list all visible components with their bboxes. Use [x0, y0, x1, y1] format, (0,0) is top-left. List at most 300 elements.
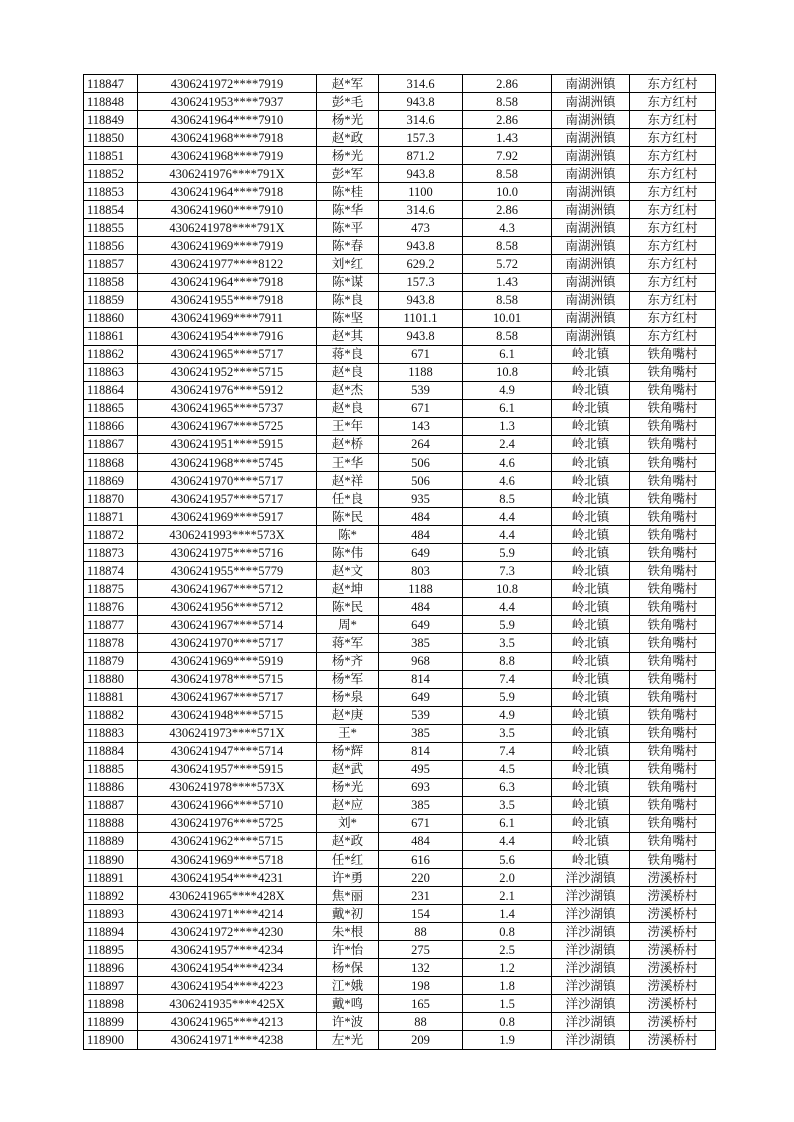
id-number-cell: 4306241965****5737 [138, 399, 317, 417]
table-row [84, 417, 716, 435]
village-cell: 铁角嘴村 [630, 616, 716, 634]
area-cell: 7.3 [463, 562, 552, 580]
table-row [84, 147, 716, 165]
amount-cell: 157.3 [379, 129, 463, 147]
name-cell: 王* [317, 724, 379, 742]
village-cell: 铁角嘴村 [630, 634, 716, 652]
area-cell: 4.4 [463, 598, 552, 616]
name-cell: 戴*初 [317, 905, 379, 923]
town-cell: 南湖洲镇 [552, 75, 630, 93]
id-number-cell: 4306241977****8122 [138, 255, 317, 273]
name-cell: 彭*军 [317, 165, 379, 183]
town-cell: 洋沙湖镇 [552, 905, 630, 923]
name-cell: 杨*辉 [317, 742, 379, 760]
town-cell: 岭北镇 [552, 796, 630, 814]
table-row [84, 327, 716, 345]
town-cell: 岭北镇 [552, 472, 630, 490]
id-number-cell: 4306241957****5915 [138, 760, 317, 778]
town-cell: 岭北镇 [552, 652, 630, 670]
area-cell: 4.6 [463, 472, 552, 490]
area-cell: 7.92 [463, 147, 552, 165]
row-number-cell: 118888 [84, 814, 138, 832]
amount-cell: 629.2 [379, 255, 463, 273]
id-number-cell: 4306241978****573X [138, 778, 317, 796]
name-cell: 赵*军 [317, 75, 379, 93]
id-number-cell: 4306241957****4234 [138, 941, 317, 959]
village-cell: 涝溪桥村 [630, 977, 716, 995]
amount-cell: 814 [379, 670, 463, 688]
village-cell: 涝溪桥村 [630, 923, 716, 941]
village-cell: 铁角嘴村 [630, 832, 716, 850]
id-number-cell: 4306241954****7916 [138, 327, 317, 345]
amount-cell: 385 [379, 634, 463, 652]
area-cell: 10.8 [463, 363, 552, 381]
amount-cell: 154 [379, 905, 463, 923]
name-cell: 赵*政 [317, 832, 379, 850]
table-row [84, 273, 716, 291]
id-number-cell: 4306241947****5714 [138, 742, 317, 760]
village-cell: 东方红村 [630, 165, 716, 183]
name-cell: 赵*祥 [317, 472, 379, 490]
village-cell: 铁角嘴村 [630, 742, 716, 760]
id-number-cell: 4306241967****5712 [138, 580, 317, 598]
amount-cell: 943.8 [379, 165, 463, 183]
village-cell: 涝溪桥村 [630, 941, 716, 959]
id-number-cell: 4306241976****5725 [138, 814, 317, 832]
village-cell: 东方红村 [630, 273, 716, 291]
table-row [84, 345, 716, 363]
village-cell: 东方红村 [630, 75, 716, 93]
row-number-cell: 118878 [84, 634, 138, 652]
area-cell: 0.8 [463, 923, 552, 941]
area-cell: 2.5 [463, 941, 552, 959]
village-cell: 铁角嘴村 [630, 472, 716, 490]
id-number-cell: 4306241969****5917 [138, 508, 317, 526]
area-cell: 4.4 [463, 508, 552, 526]
id-number-cell: 4306241972****4230 [138, 923, 317, 941]
village-cell: 东方红村 [630, 111, 716, 129]
area-cell: 8.58 [463, 237, 552, 255]
area-cell: 2.86 [463, 111, 552, 129]
village-cell: 铁角嘴村 [630, 580, 716, 598]
row-number-cell: 118900 [84, 1031, 138, 1049]
amount-cell: 1100 [379, 183, 463, 201]
name-cell: 赵*应 [317, 796, 379, 814]
area-cell: 1.3 [463, 417, 552, 435]
town-cell: 岭北镇 [552, 562, 630, 580]
amount-cell: 539 [379, 706, 463, 724]
town-cell: 南湖洲镇 [552, 273, 630, 291]
table-row [84, 363, 716, 381]
area-cell: 2.0 [463, 869, 552, 887]
id-number-cell: 4306241964****7910 [138, 111, 317, 129]
table-row [84, 201, 716, 219]
id-number-cell: 4306241975****5716 [138, 544, 317, 562]
id-number-cell: 4306241971****4214 [138, 905, 317, 923]
name-cell: 杨*保 [317, 959, 379, 977]
id-number-cell: 4306241993****573X [138, 526, 317, 544]
id-number-cell: 4306241970****5717 [138, 472, 317, 490]
row-number-cell: 118869 [84, 472, 138, 490]
amount-cell: 275 [379, 941, 463, 959]
row-number-cell: 118890 [84, 851, 138, 869]
amount-cell: 506 [379, 453, 463, 471]
area-cell: 4.4 [463, 832, 552, 850]
name-cell: 杨*光 [317, 778, 379, 796]
village-cell: 涝溪桥村 [630, 995, 716, 1013]
town-cell: 岭北镇 [552, 814, 630, 832]
id-number-cell: 4306241955****7918 [138, 291, 317, 309]
town-cell: 洋沙湖镇 [552, 869, 630, 887]
town-cell: 岭北镇 [552, 399, 630, 417]
amount-cell: 385 [379, 724, 463, 742]
amount-cell: 220 [379, 869, 463, 887]
town-cell: 岭北镇 [552, 580, 630, 598]
name-cell: 刘* [317, 814, 379, 832]
town-cell: 岭北镇 [552, 851, 630, 869]
row-number-cell: 118865 [84, 399, 138, 417]
amount-cell: 803 [379, 562, 463, 580]
town-cell: 岭北镇 [552, 760, 630, 778]
town-cell: 南湖洲镇 [552, 183, 630, 201]
amount-cell: 943.8 [379, 237, 463, 255]
row-number-cell: 118899 [84, 1013, 138, 1031]
area-cell: 1.43 [463, 129, 552, 147]
name-cell: 杨*军 [317, 670, 379, 688]
row-number-cell: 118857 [84, 255, 138, 273]
village-cell: 铁角嘴村 [630, 670, 716, 688]
row-number-cell: 118864 [84, 381, 138, 399]
village-cell: 铁角嘴村 [630, 652, 716, 670]
amount-cell: 871.2 [379, 147, 463, 165]
village-cell: 铁角嘴村 [630, 490, 716, 508]
village-cell: 涝溪桥村 [630, 1013, 716, 1031]
row-number-cell: 118854 [84, 201, 138, 219]
name-cell: 杨*泉 [317, 688, 379, 706]
row-number-cell: 118868 [84, 453, 138, 471]
table-row [84, 977, 716, 995]
town-cell: 岭北镇 [552, 453, 630, 471]
table-row [84, 93, 716, 111]
row-number-cell: 118877 [84, 616, 138, 634]
name-cell: 赵*政 [317, 129, 379, 147]
id-number-cell: 4306241976****791X [138, 165, 317, 183]
town-cell: 岭北镇 [552, 742, 630, 760]
area-cell: 6.1 [463, 814, 552, 832]
amount-cell: 943.8 [379, 327, 463, 345]
area-cell: 8.58 [463, 291, 552, 309]
name-cell: 周* [317, 616, 379, 634]
name-cell: 陈*桂 [317, 183, 379, 201]
town-cell: 南湖洲镇 [552, 309, 630, 327]
name-cell: 陈*伟 [317, 544, 379, 562]
amount-cell: 314.6 [379, 201, 463, 219]
id-number-cell: 4306241969****7919 [138, 237, 317, 255]
amount-cell: 165 [379, 995, 463, 1013]
village-cell: 涝溪桥村 [630, 869, 716, 887]
village-cell: 东方红村 [630, 183, 716, 201]
amount-cell: 935 [379, 490, 463, 508]
row-number-cell: 118858 [84, 273, 138, 291]
table-row [84, 814, 716, 832]
amount-cell: 143 [379, 417, 463, 435]
town-cell: 南湖洲镇 [552, 129, 630, 147]
amount-cell: 385 [379, 796, 463, 814]
table-row [84, 796, 716, 814]
row-number-cell: 118892 [84, 887, 138, 905]
id-number-cell: 4306241968****7919 [138, 147, 317, 165]
village-cell: 铁角嘴村 [630, 760, 716, 778]
name-cell: 赵*文 [317, 562, 379, 580]
town-cell: 岭北镇 [552, 634, 630, 652]
row-number-cell: 118881 [84, 688, 138, 706]
id-number-cell: 4306241965****4213 [138, 1013, 317, 1031]
row-number-cell: 118850 [84, 129, 138, 147]
row-number-cell: 118884 [84, 742, 138, 760]
amount-cell: 264 [379, 435, 463, 453]
town-cell: 岭北镇 [552, 508, 630, 526]
row-number-cell: 118874 [84, 562, 138, 580]
row-number-cell: 118886 [84, 778, 138, 796]
name-cell: 杨*光 [317, 111, 379, 129]
row-number-cell: 118875 [84, 580, 138, 598]
town-cell: 洋沙湖镇 [552, 977, 630, 995]
town-cell: 洋沙湖镇 [552, 923, 630, 941]
id-number-cell: 4306241969****5718 [138, 851, 317, 869]
row-number-cell: 118883 [84, 724, 138, 742]
area-cell: 5.6 [463, 851, 552, 869]
table-row [84, 399, 716, 417]
name-cell: 赵*武 [317, 760, 379, 778]
table-row [84, 616, 716, 634]
town-cell: 岭北镇 [552, 778, 630, 796]
table-row [84, 941, 716, 959]
amount-cell: 539 [379, 381, 463, 399]
id-number-cell: 4306241964****7918 [138, 183, 317, 201]
amount-cell: 671 [379, 399, 463, 417]
amount-cell: 484 [379, 508, 463, 526]
village-cell: 东方红村 [630, 237, 716, 255]
id-number-cell: 4306241956****5712 [138, 598, 317, 616]
table-row [84, 544, 716, 562]
name-cell: 左*光 [317, 1031, 379, 1049]
village-cell: 铁角嘴村 [630, 688, 716, 706]
amount-cell: 1101.1 [379, 309, 463, 327]
village-cell: 铁角嘴村 [630, 851, 716, 869]
village-cell: 涝溪桥村 [630, 959, 716, 977]
table-row [84, 309, 716, 327]
amount-cell: 88 [379, 923, 463, 941]
village-cell: 东方红村 [630, 309, 716, 327]
name-cell: 陈* [317, 526, 379, 544]
table-row [84, 472, 716, 490]
amount-cell: 943.8 [379, 291, 463, 309]
town-cell: 岭北镇 [552, 724, 630, 742]
town-cell: 洋沙湖镇 [552, 1013, 630, 1031]
id-number-cell: 4306241960****7910 [138, 201, 317, 219]
row-number-cell: 118848 [84, 93, 138, 111]
village-cell: 铁角嘴村 [630, 453, 716, 471]
id-number-cell: 4306241965****428X [138, 887, 317, 905]
name-cell: 江*娥 [317, 977, 379, 995]
id-number-cell: 4306241969****5919 [138, 652, 317, 670]
row-number-cell: 118894 [84, 923, 138, 941]
id-number-cell: 4306241971****4238 [138, 1031, 317, 1049]
row-number-cell: 118876 [84, 598, 138, 616]
area-cell: 7.4 [463, 742, 552, 760]
table-row [84, 832, 716, 850]
amount-cell: 671 [379, 345, 463, 363]
town-cell: 洋沙湖镇 [552, 1031, 630, 1049]
village-cell: 铁角嘴村 [630, 417, 716, 435]
town-cell: 洋沙湖镇 [552, 887, 630, 905]
area-cell: 8.8 [463, 652, 552, 670]
area-cell: 6.1 [463, 399, 552, 417]
area-cell: 2.4 [463, 435, 552, 453]
id-number-cell: 4306241955****5779 [138, 562, 317, 580]
table-row [84, 851, 716, 869]
row-number-cell: 118867 [84, 435, 138, 453]
row-number-cell: 118873 [84, 544, 138, 562]
name-cell: 陈*良 [317, 291, 379, 309]
town-cell: 岭北镇 [552, 381, 630, 399]
row-number-cell: 118887 [84, 796, 138, 814]
name-cell: 蒋*良 [317, 345, 379, 363]
id-number-cell: 4306241967****5725 [138, 417, 317, 435]
row-number-cell: 118861 [84, 327, 138, 345]
table-row [84, 706, 716, 724]
row-number-cell: 118879 [84, 652, 138, 670]
town-cell: 南湖洲镇 [552, 111, 630, 129]
area-cell: 8.5 [463, 490, 552, 508]
id-number-cell: 4306241957****5717 [138, 490, 317, 508]
id-number-cell: 4306241976****5912 [138, 381, 317, 399]
area-cell: 10.01 [463, 309, 552, 327]
town-cell: 岭北镇 [552, 345, 630, 363]
id-number-cell: 4306241948****5715 [138, 706, 317, 724]
area-cell: 4.9 [463, 706, 552, 724]
row-number-cell: 118893 [84, 905, 138, 923]
name-cell: 赵*桥 [317, 435, 379, 453]
row-number-cell: 118853 [84, 183, 138, 201]
amount-cell: 1188 [379, 580, 463, 598]
area-cell: 1.4 [463, 905, 552, 923]
name-cell: 许*怡 [317, 941, 379, 959]
village-cell: 铁角嘴村 [630, 598, 716, 616]
town-cell: 南湖洲镇 [552, 237, 630, 255]
id-number-cell: 4306241966****5710 [138, 796, 317, 814]
town-cell: 岭北镇 [552, 616, 630, 634]
area-cell: 8.58 [463, 165, 552, 183]
town-cell: 岭北镇 [552, 526, 630, 544]
amount-cell: 649 [379, 688, 463, 706]
area-cell: 4.3 [463, 219, 552, 237]
area-cell: 4.9 [463, 381, 552, 399]
row-number-cell: 118872 [84, 526, 138, 544]
town-cell: 南湖洲镇 [552, 327, 630, 345]
amount-cell: 1188 [379, 363, 463, 381]
village-cell: 涝溪桥村 [630, 905, 716, 923]
table-row [84, 1031, 716, 1049]
name-cell: 赵*其 [317, 327, 379, 345]
village-cell: 东方红村 [630, 219, 716, 237]
area-cell: 8.58 [463, 327, 552, 345]
row-number-cell: 118897 [84, 977, 138, 995]
village-cell: 铁角嘴村 [630, 435, 716, 453]
table-row [84, 959, 716, 977]
town-cell: 岭北镇 [552, 544, 630, 562]
name-cell: 彭*毛 [317, 93, 379, 111]
name-cell: 陈*民 [317, 508, 379, 526]
id-number-cell: 4306241954****4234 [138, 959, 317, 977]
name-cell: 杨*光 [317, 147, 379, 165]
area-cell: 5.9 [463, 616, 552, 634]
amount-cell: 814 [379, 742, 463, 760]
amount-cell: 693 [379, 778, 463, 796]
row-number-cell: 118896 [84, 959, 138, 977]
village-cell: 铁角嘴村 [630, 381, 716, 399]
name-cell: 刘*红 [317, 255, 379, 273]
table-row [84, 111, 716, 129]
town-cell: 岭北镇 [552, 435, 630, 453]
name-cell: 王*年 [317, 417, 379, 435]
name-cell: 陈*春 [317, 237, 379, 255]
table-row [84, 688, 716, 706]
table-row [84, 598, 716, 616]
name-cell: 许*波 [317, 1013, 379, 1031]
id-number-cell: 4306241969****7911 [138, 309, 317, 327]
id-number-cell: 4306241952****5715 [138, 363, 317, 381]
row-number-cell: 118862 [84, 345, 138, 363]
row-number-cell: 118859 [84, 291, 138, 309]
village-cell: 铁角嘴村 [630, 508, 716, 526]
id-number-cell: 4306241978****5715 [138, 670, 317, 688]
row-number-cell: 118856 [84, 237, 138, 255]
name-cell: 任*红 [317, 851, 379, 869]
name-cell: 任*良 [317, 490, 379, 508]
village-cell: 铁角嘴村 [630, 724, 716, 742]
town-cell: 南湖洲镇 [552, 165, 630, 183]
village-cell: 铁角嘴村 [630, 544, 716, 562]
area-cell: 3.5 [463, 796, 552, 814]
area-cell: 8.58 [463, 93, 552, 111]
amount-cell: 671 [379, 814, 463, 832]
village-cell: 铁角嘴村 [630, 363, 716, 381]
table-row [84, 381, 716, 399]
town-cell: 洋沙湖镇 [552, 995, 630, 1013]
area-cell: 1.5 [463, 995, 552, 1013]
name-cell: 陈*华 [317, 201, 379, 219]
area-cell: 4.5 [463, 760, 552, 778]
id-number-cell: 4306241964****7918 [138, 273, 317, 291]
village-cell: 东方红村 [630, 327, 716, 345]
row-number-cell: 118880 [84, 670, 138, 688]
row-number-cell: 118847 [84, 75, 138, 93]
name-cell: 赵*良 [317, 363, 379, 381]
area-cell: 1.43 [463, 273, 552, 291]
name-cell: 蒋*军 [317, 634, 379, 652]
village-cell: 涝溪桥村 [630, 887, 716, 905]
village-cell: 铁角嘴村 [630, 345, 716, 363]
village-cell: 铁角嘴村 [630, 399, 716, 417]
area-cell: 5.9 [463, 544, 552, 562]
town-cell: 岭北镇 [552, 832, 630, 850]
id-number-cell: 4306241954****4231 [138, 869, 317, 887]
town-cell: 岭北镇 [552, 363, 630, 381]
table-row [84, 869, 716, 887]
village-cell: 铁角嘴村 [630, 778, 716, 796]
amount-cell: 314.6 [379, 111, 463, 129]
